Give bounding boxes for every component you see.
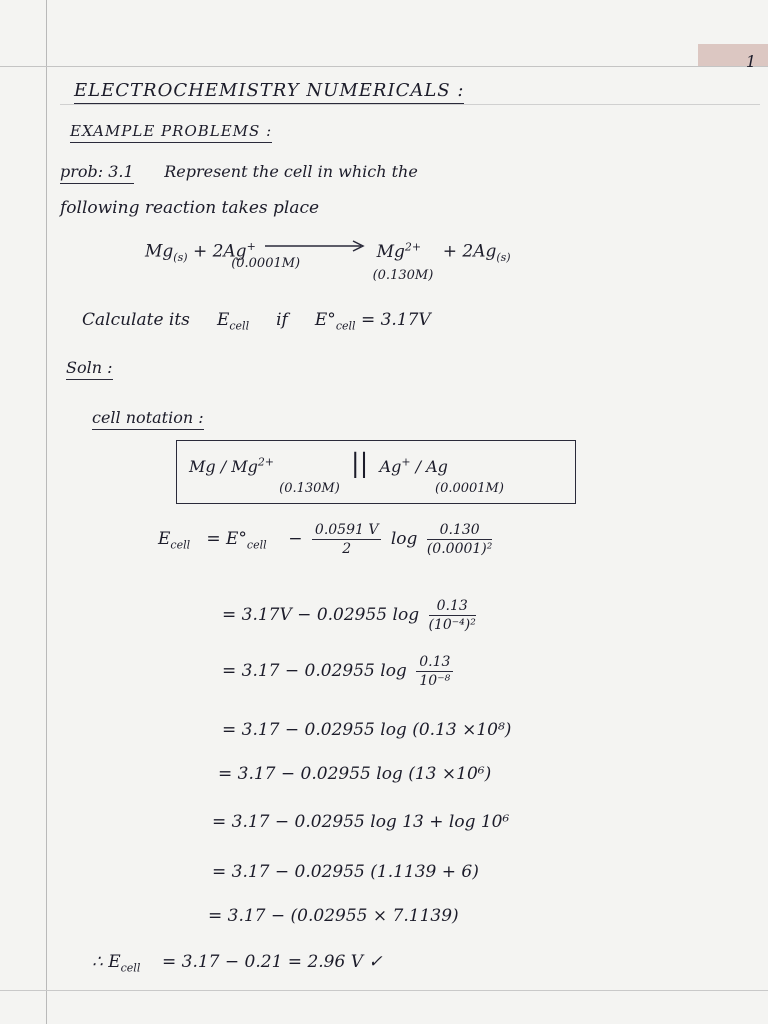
- step-3-numerator: 0.13: [416, 654, 453, 672]
- quotient-numerator: 0.130: [427, 522, 493, 540]
- final-lhs-sub: cell: [120, 961, 141, 975]
- reactant-mg: Mg: [145, 241, 174, 262]
- step-5: = 3.17 − 0.02955 log (13 ×10⁶): [218, 764, 492, 784]
- reaction-quotient: [427, 522, 493, 557]
- reaction-arrow: [231, 238, 371, 271]
- notation-anode-charge: 2+: [257, 455, 275, 469]
- reactant-mg-state: (s): [173, 251, 188, 265]
- product-ag: + 2Ag: [442, 241, 497, 262]
- final-answer: [92, 952, 383, 974]
- if-text: if: [276, 310, 288, 330]
- arrow-icon: [261, 239, 371, 253]
- problem-statement-2: following reaction takes place: [60, 198, 320, 218]
- nernst-equation: [158, 522, 496, 557]
- problem-statement-1: Represent the cell in which the: [164, 162, 418, 181]
- step-3-fraction: [416, 654, 453, 689]
- nernst-lhs: E: [158, 529, 171, 549]
- cell-notation-label: cell notation :: [92, 408, 204, 430]
- quotient-denominator: (0.0001)²: [426, 541, 493, 557]
- nernst-lhs-sub: cell: [170, 538, 191, 552]
- problem-label: prob: 3.1: [60, 162, 134, 184]
- step-4: = 3.17 − 0.02955 log (0.13 ×10⁸): [222, 720, 512, 740]
- calculate-text: Calculate its: [82, 310, 190, 330]
- product-mg: Mg: [376, 241, 405, 262]
- notation-cathode-end: / Ag: [415, 457, 448, 476]
- bottom-rule: [0, 990, 768, 991]
- final-lhs: ∴ E: [92, 952, 121, 972]
- notation-cathode-conc: (0.0001M): [435, 481, 504, 496]
- nernst-e0-sub: cell: [246, 538, 267, 552]
- coefficient-denominator: 2: [342, 541, 352, 557]
- solution-label: Soln :: [66, 358, 113, 380]
- cell-notation: [189, 449, 504, 496]
- step-3-denominator: 10⁻⁸: [419, 673, 451, 689]
- cell-notation-box: [176, 440, 576, 504]
- reactant-ag-charge: +: [246, 240, 256, 253]
- reaction-equation: [145, 240, 511, 283]
- notation-cathode: Ag: [379, 457, 402, 476]
- section-subtitle: EXAMPLE PROBLEMS :: [70, 122, 272, 143]
- e0-value: = 3.17V: [360, 310, 431, 330]
- step-2: [222, 598, 480, 633]
- nernst-coefficient: [312, 522, 382, 557]
- reactant-ag-concentration: (0.0001M): [231, 255, 301, 271]
- product-mg-concentration: (0.130M): [372, 267, 434, 283]
- ecell-symbol: E: [216, 310, 230, 330]
- margin-line: [46, 0, 47, 1024]
- reactant-ag: + 2Ag: [192, 241, 247, 262]
- notation-anode-conc: (0.130M): [279, 481, 340, 496]
- notation-anode: Mg / Mg: [189, 457, 258, 476]
- nernst-e0: = E°: [206, 529, 247, 549]
- step-2-fraction: [429, 598, 476, 633]
- product-mg-charge: 2+: [404, 240, 422, 253]
- page-title: ELECTROCHEMISTRY NUMERICALS :: [74, 80, 464, 104]
- ecell-subscript: cell: [229, 319, 250, 333]
- step-3-text: = 3.17 − 0.02955 log: [222, 661, 407, 681]
- e0-symbol: E°: [314, 310, 336, 330]
- step-2-denominator: (10⁻⁴)²: [428, 617, 476, 633]
- top-rule: [0, 66, 768, 67]
- page-corner-tab: [698, 44, 768, 66]
- nernst-log: log: [390, 529, 418, 549]
- header-rule: [60, 104, 760, 105]
- notation-cathode-charge: +: [401, 455, 411, 469]
- page-number: 1: [745, 52, 756, 71]
- step-2-text: = 3.17V − 0.02955 log: [222, 605, 420, 625]
- nernst-minus: −: [288, 529, 303, 549]
- product-ag-state: (s): [496, 251, 511, 265]
- problem-line-1: [60, 162, 418, 181]
- step-6: = 3.17 − 0.02955 log 13 + log 10⁶: [212, 812, 510, 832]
- step-8: = 3.17 − (0.02955 × 7.1139): [208, 906, 459, 926]
- calculate-line: [82, 310, 431, 332]
- step-2-numerator: 0.13: [429, 598, 476, 616]
- final-result: = 3.17 − 0.21 = 2.96 V ✓: [161, 952, 383, 972]
- step-3: [222, 654, 457, 689]
- e0-subscript: cell: [335, 319, 356, 333]
- coefficient-numerator: 0.0591 V: [312, 522, 382, 540]
- step-7: = 3.17 − 0.02955 (1.1139 + 6): [212, 862, 479, 882]
- salt-bridge: ||: [350, 449, 369, 479]
